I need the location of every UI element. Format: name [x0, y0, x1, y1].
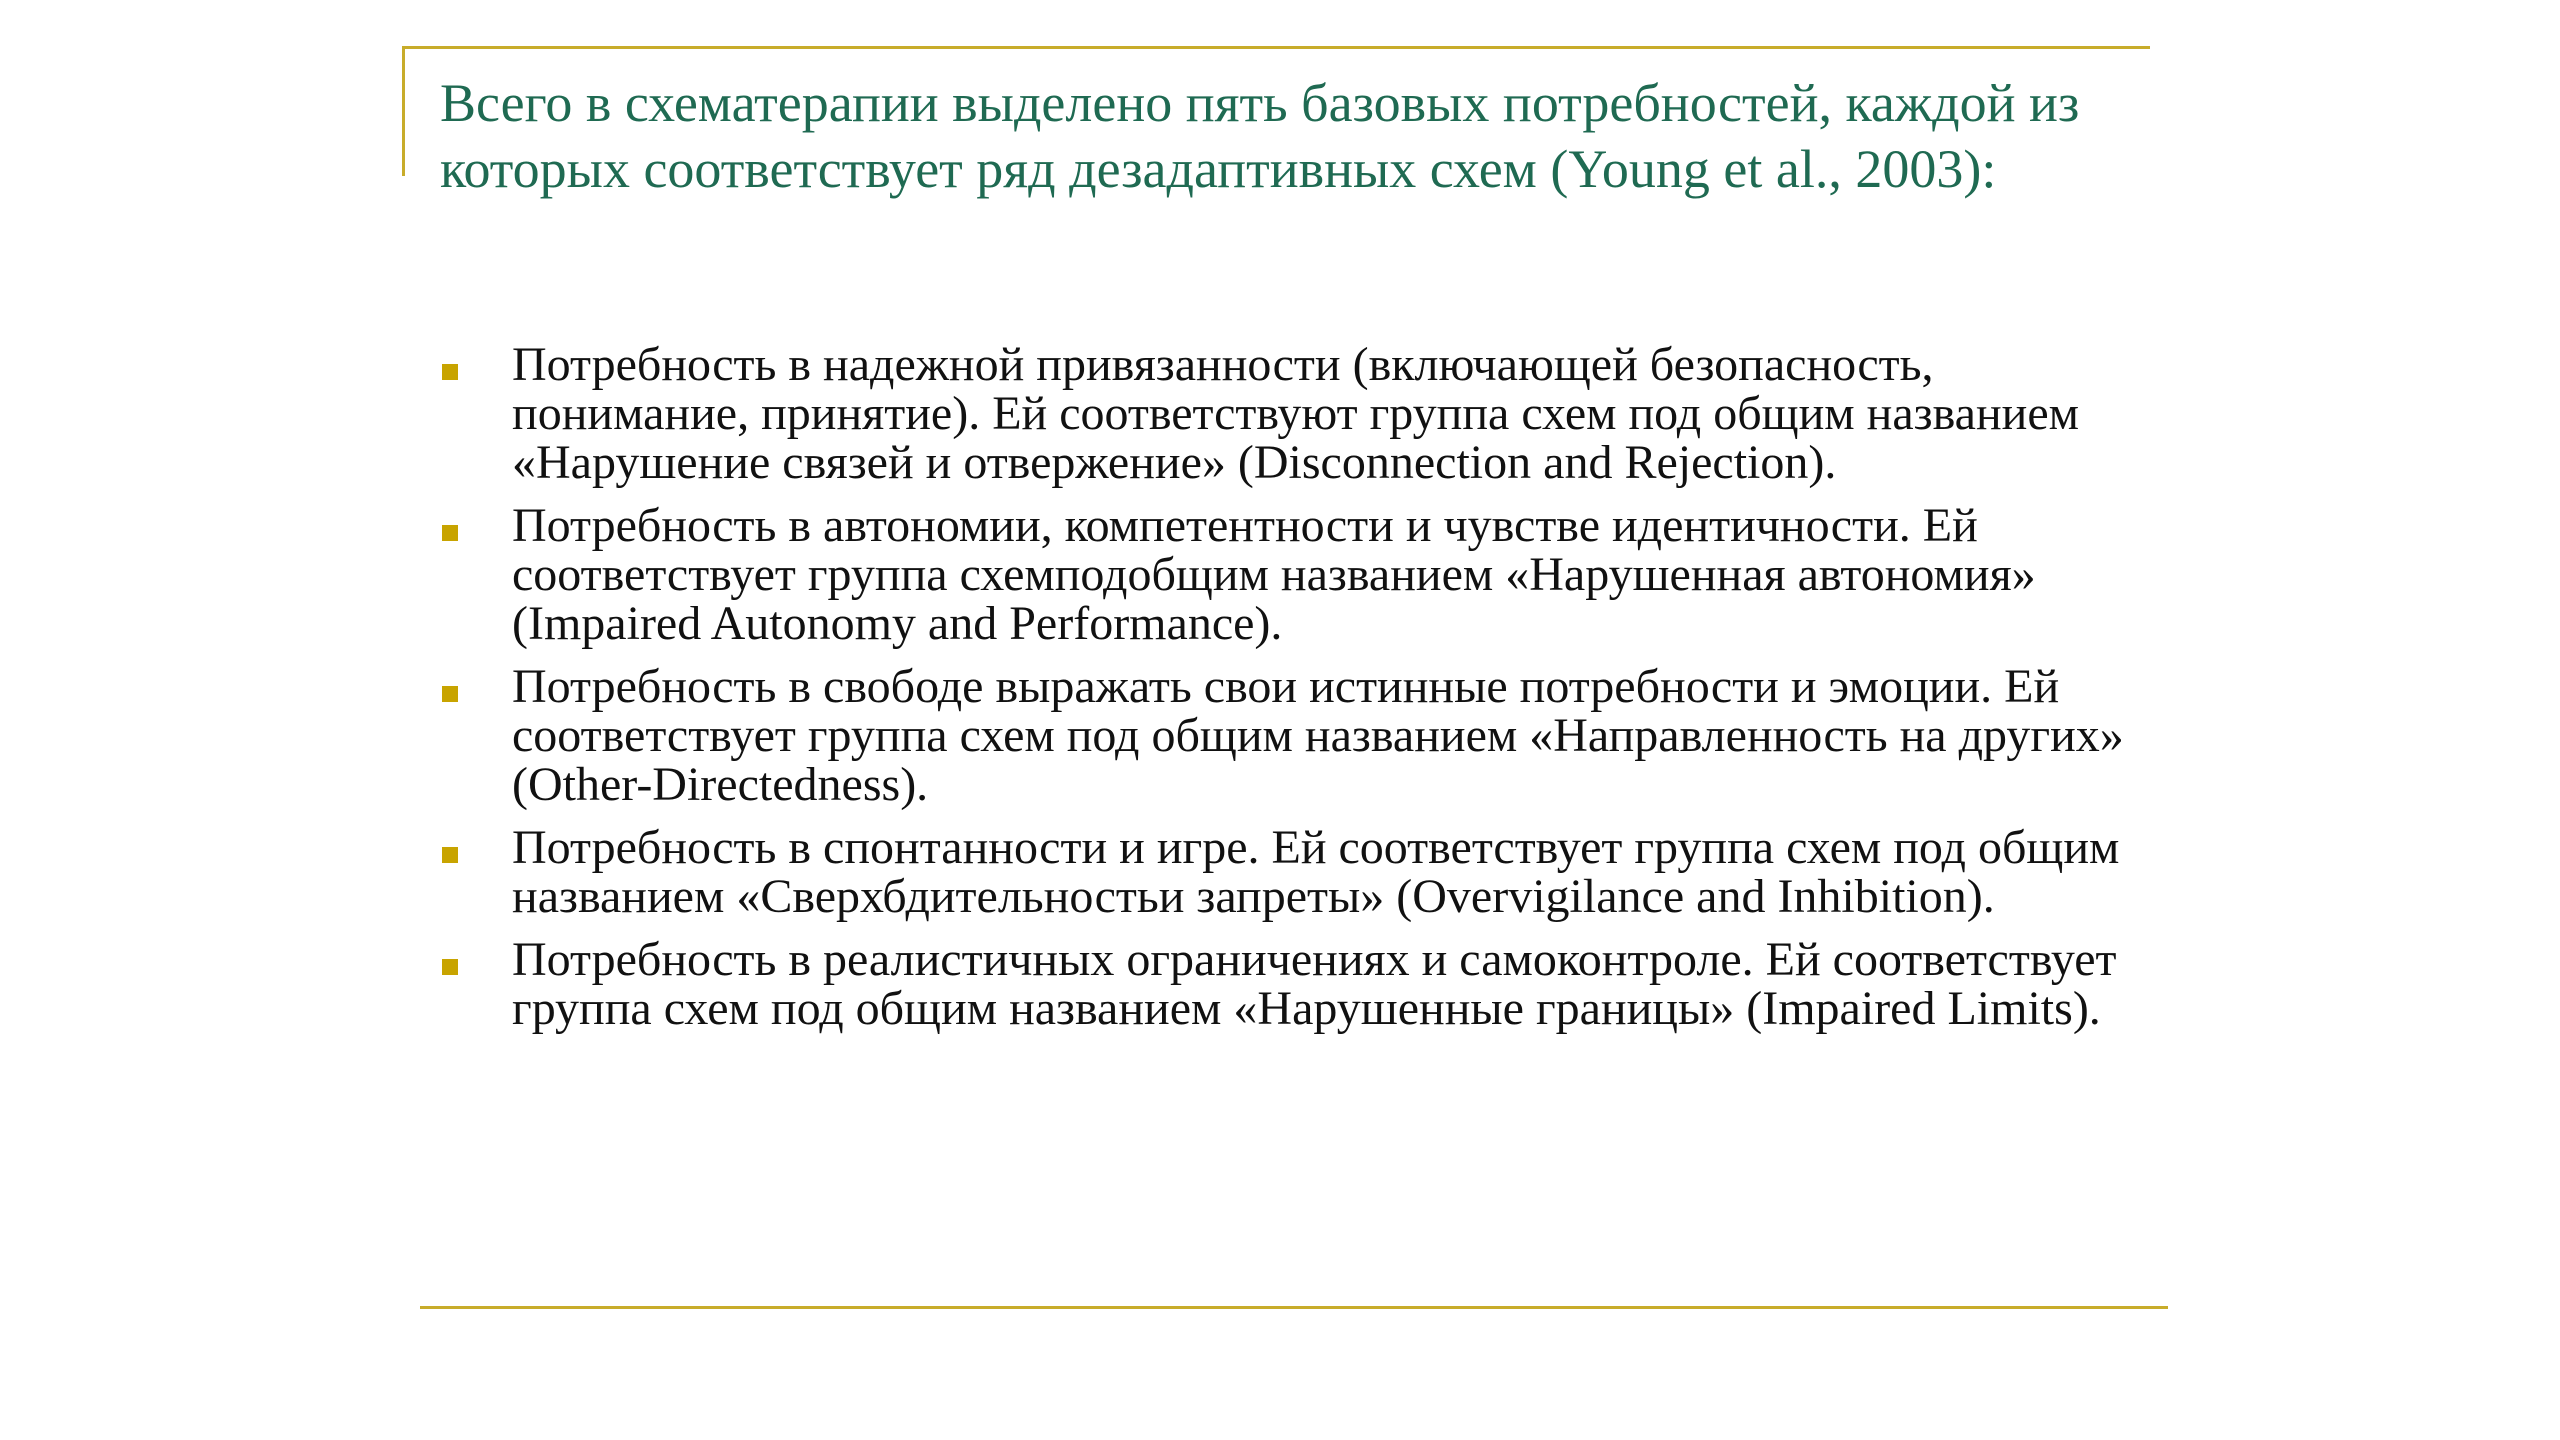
bullet-item: [440, 662, 2160, 809]
bullet-text: Потребность в автономии, компетентности и чувстве идентичности. Ей соответствует группа схемподобщим названием «Нарушенная автономия» (Impaired Autonomy and Performance).: [512, 499, 2036, 650]
top-divider: [402, 46, 2150, 49]
left-accent-bar: [402, 46, 405, 176]
bullet-item: [440, 340, 2160, 487]
square-bullet-icon: [442, 686, 458, 702]
bullet-item: [440, 935, 2160, 1033]
square-bullet-icon: [442, 847, 458, 863]
square-bullet-icon: [442, 959, 458, 975]
bullet-item: [440, 823, 2160, 921]
bullet-text: Потребность в надежной привязанности (включающей безопасность, понимание, принятие). Ей соответствуют группа схем под общим названием «Нарушение связей и отвержение» (Disconnection and Rejection).: [512, 338, 2080, 489]
slide-title: Всего в схематерапии выделено пять базовых потребностей, каждой из которых соответствует ряд дезадаптивных схем (Young et al., 2003):: [440, 73, 2080, 199]
bottom-divider: [420, 1306, 2168, 1309]
bullet-list: [440, 340, 2160, 1047]
bullet-text: Потребность в спонтанности и игре. Ей соответствует группа схем под общим названием «Сверхбдительностьи запреты» (Overvigilance and Inhibition).: [512, 821, 2120, 923]
bullet-text: Потребность в свободе выражать свои истинные потребности и эмоции. Ей соответствует группа схем под общим названием «Направленность на других» (Other-Directedness).: [512, 660, 2124, 811]
bullet-text: Потребность в реалистичных ограничениях и самоконтроле. Ей соответствует группа схем под общим названием «Нарушенные границы» (Impaired Limits).: [512, 933, 2117, 1035]
square-bullet-icon: [442, 364, 458, 380]
bullet-item: [440, 501, 2160, 648]
square-bullet-icon: [442, 525, 458, 541]
